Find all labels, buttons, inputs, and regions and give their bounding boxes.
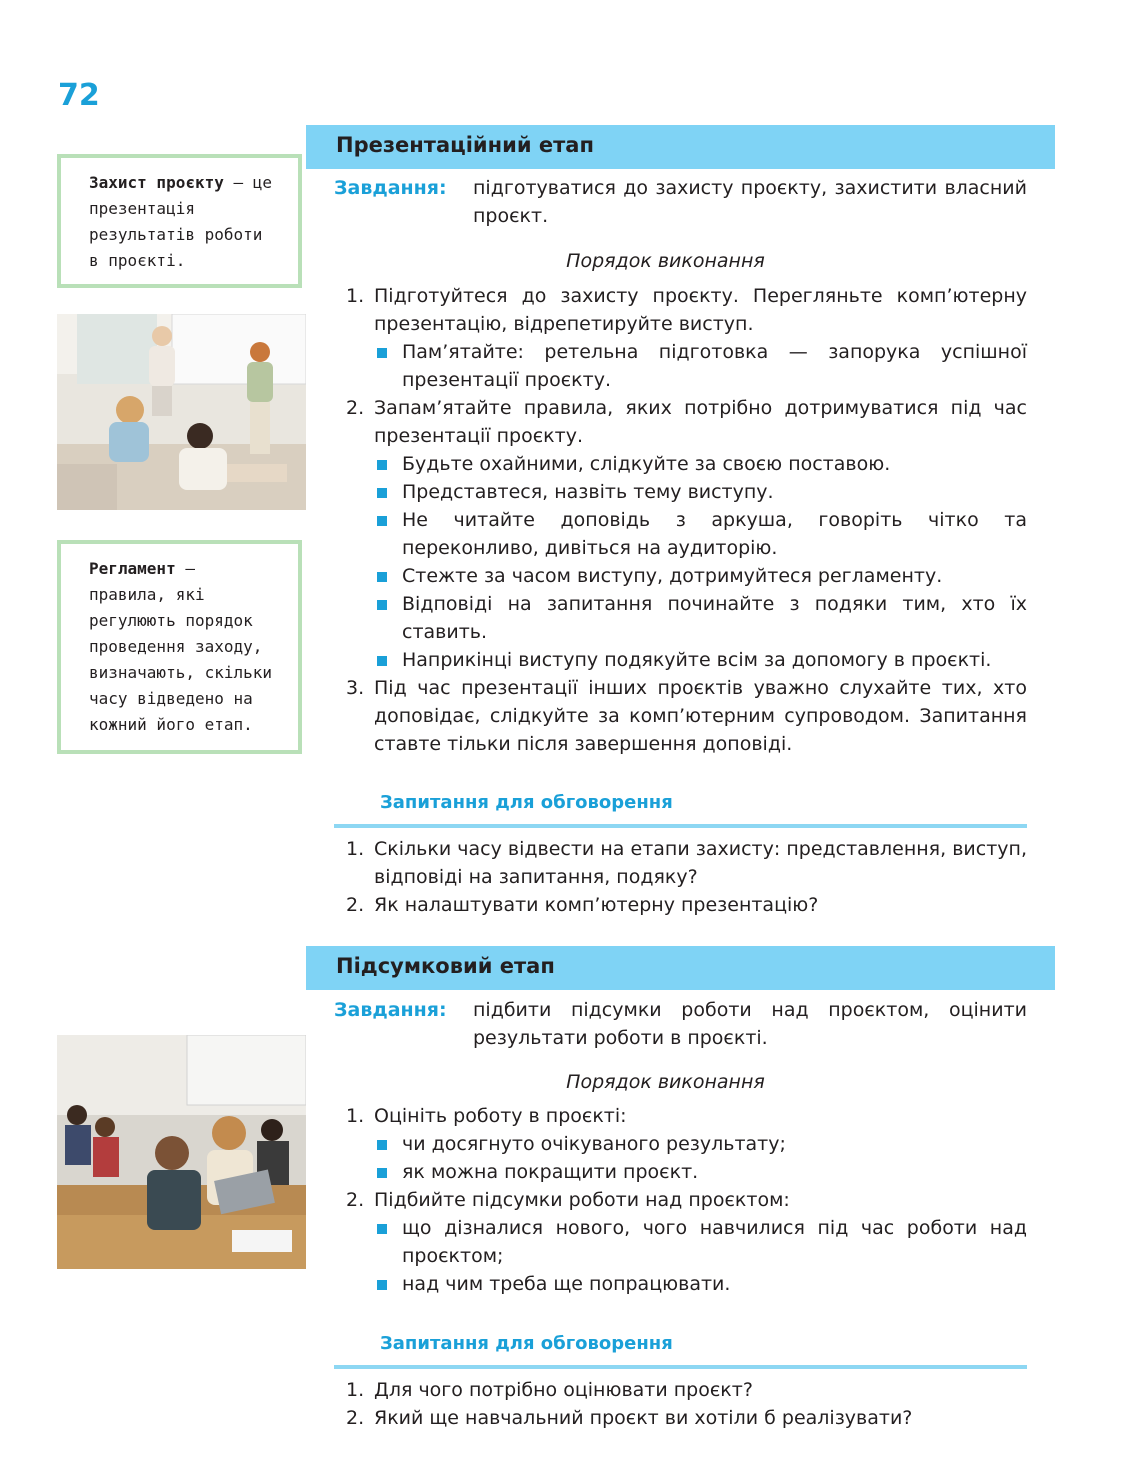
question-item	[334, 835, 1027, 891]
bullet-item: Наприкінці виступу подякуйте всім за допомогу в проєкті.	[374, 646, 1027, 674]
task-label: Завдання:	[334, 177, 447, 199]
task-label: Завдання:	[334, 999, 447, 1021]
discussion-questions	[334, 1376, 1027, 1432]
bullet-item: що дізналися нового, чого навчилися під час роботи над проєктом;	[374, 1214, 1027, 1270]
discussion-questions	[334, 835, 1027, 919]
bullet-item: Представтеся, назвіть тему виступу.	[374, 478, 1027, 506]
task-text: підготуватися до захисту проєкту, захистити власний проєкт.	[473, 177, 1027, 227]
step-bullets	[334, 450, 1027, 674]
order-title: Порядок виконання	[566, 1071, 765, 1093]
bullet-item: Не читайте доповідь з аркуша, говоріть чітко та переконливо, дивіться на аудиторію.	[374, 506, 1027, 562]
definition-term: Регламент	[89, 559, 176, 578]
step-item	[334, 1186, 1027, 1214]
question-text: Для чого потрібно оцінювати проєкт?	[374, 1379, 753, 1401]
step-bullets	[334, 1214, 1027, 1298]
bullet-item: як можна покращити проєкт.	[374, 1158, 1027, 1186]
section-header-presentation	[306, 125, 1055, 169]
step-item	[334, 282, 1027, 338]
discussion-title: Запитання для обговорення	[380, 792, 673, 813]
step-number: 1.	[346, 1105, 365, 1127]
question-text: Як налаштувати комп’ютерну презентацію?	[374, 894, 819, 916]
step-item	[334, 1102, 1027, 1130]
steps-list	[334, 1102, 1027, 1298]
task-row	[334, 174, 1027, 230]
question-item	[334, 1376, 1027, 1404]
bullet-item: над чим треба ще попрацювати.	[374, 1270, 1027, 1298]
discussion-divider	[334, 1365, 1027, 1369]
section-header-summary	[306, 946, 1055, 990]
bullet-item: Пам’ятайте: ретельна підготовка — запорука успішної презентації проєкту.	[374, 338, 1027, 394]
discussion-title: Запитання для обговорення	[380, 1333, 673, 1354]
step-number: 1.	[346, 285, 365, 307]
question-number: 2.	[346, 1407, 365, 1429]
definition-box-reglament	[57, 540, 302, 754]
task-row	[334, 996, 1027, 1052]
order-title: Порядок виконання	[566, 250, 765, 272]
question-item	[334, 1404, 1027, 1432]
students-working-photo	[57, 1035, 306, 1269]
page-number: 72	[58, 78, 100, 113]
bullet-item: Стежте за часом виступу, дотримуйтеся регламенту.	[374, 562, 1027, 590]
bullet-item: чи досягнуто очікуваного результату;	[374, 1130, 1027, 1158]
step-item	[334, 674, 1027, 758]
definition-box-project-defense	[57, 154, 302, 288]
question-text: Який ще навчальний проєкт ви хотіли б реалізувати?	[374, 1407, 913, 1429]
discussion-divider	[334, 824, 1027, 828]
question-number: 1.	[346, 838, 365, 860]
step-number: 2.	[346, 1189, 365, 1211]
question-text: Скільки часу відвести на етапи захисту: представлення, виступ, відповіді на запитання, подяку?	[374, 838, 1027, 888]
step-text: Запам’ятайте правила, яких потрібно дотримуватися під час презентації проєкту.	[374, 397, 1027, 447]
question-number: 1.	[346, 1379, 365, 1401]
section-title: Підсумковий етап	[336, 954, 555, 978]
task-text: підбити підсумки роботи над проєктом, оцінити результати роботи в проєкті.	[473, 999, 1027, 1049]
step-text: Під час презентації інших проєктів уважно слухайте тих, хто доповідає, слідкуйте за комп’ютерним супроводом. Запитання ставте тільки після завершення доповіді.	[374, 677, 1027, 755]
step-text: Підготуйтеся до захисту проєкту. Перегляньте комп’ютерну презентацію, відрепетируйте виступ.	[374, 285, 1027, 335]
definition-text: — це презентація результатів роботи в проєкті.	[89, 173, 273, 270]
step-number: 3.	[346, 677, 365, 699]
step-item	[334, 394, 1027, 450]
steps-list	[334, 282, 1027, 758]
question-item	[334, 891, 1027, 919]
question-number: 2.	[346, 894, 365, 916]
bullet-item: Будьте охайними, слідкуйте за своєю поставою.	[374, 450, 1027, 478]
step-bullets	[334, 338, 1027, 394]
definition-term: Захист проєкту	[89, 173, 224, 192]
classroom-presentation-photo	[57, 314, 306, 510]
section-title: Презентаційний етап	[336, 133, 594, 157]
bullet-item: Відповіді на запитання починайте з подяки тим, хто їх ставить.	[374, 590, 1027, 646]
definition-text: — правила, які регулюють порядок проведення заходу, визначають, скільки часу відведено на кожний його етап.	[89, 559, 273, 734]
step-text: Підбийте підсумки роботи над проєктом:	[374, 1189, 790, 1211]
step-bullets	[334, 1130, 1027, 1186]
step-number: 2.	[346, 397, 365, 419]
step-text: Оцініть роботу в проєкті:	[374, 1105, 627, 1127]
